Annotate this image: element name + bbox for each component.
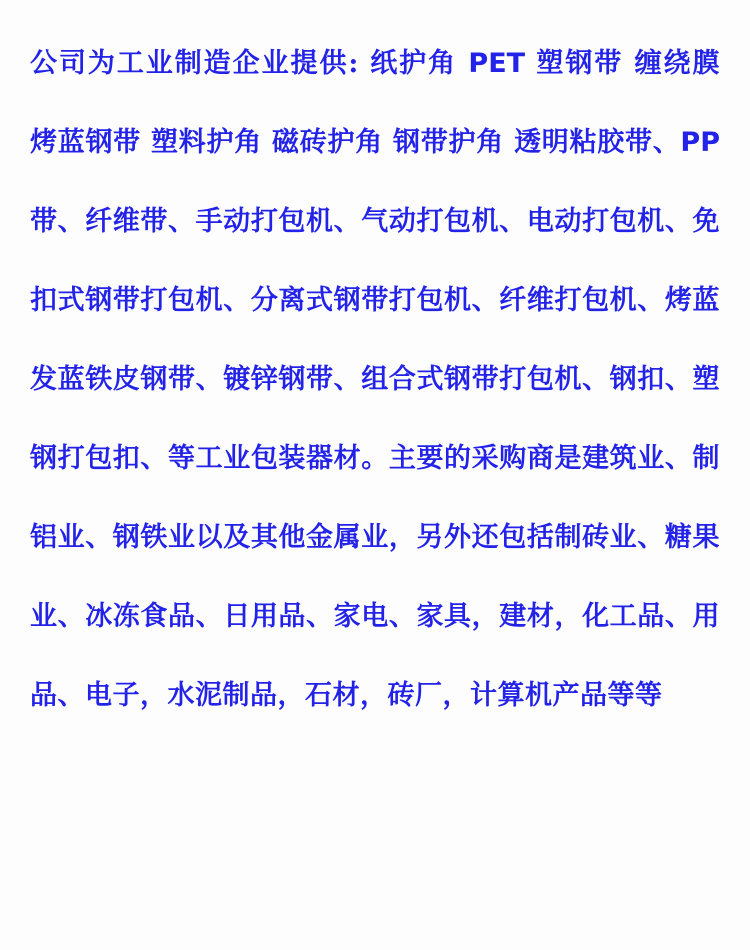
latin-text-pp: PP bbox=[680, 127, 720, 158]
latin-text-pet: PET bbox=[468, 48, 526, 79]
product-description-paragraph: 公司为工业制造企业提供: 纸护角 PET 塑钢带 缠绕膜 烤蓝钢带 塑料护角 磁砖护角 钢带护角 透明粘胶带、PP 带、纤维带、手动打包机、气动打包机、电动打包机、免扣式钢带打包机、分离式钢带打包机、纤维打包机、烤蓝发蓝铁皮钢带、镀锌钢带、组合式钢带打包机、钢扣、塑钢打包扣、等工业包装器材。主要的采购商是建筑业、制铝业、钢铁业以及其他金属业，另外还包括制砖业、糖果业、冰冻食品、日用品、家电、家具，建材，化工品、用品、电子，水泥制品，石材，砖厂，计算机产品等等 bbox=[30, 48, 730, 711]
